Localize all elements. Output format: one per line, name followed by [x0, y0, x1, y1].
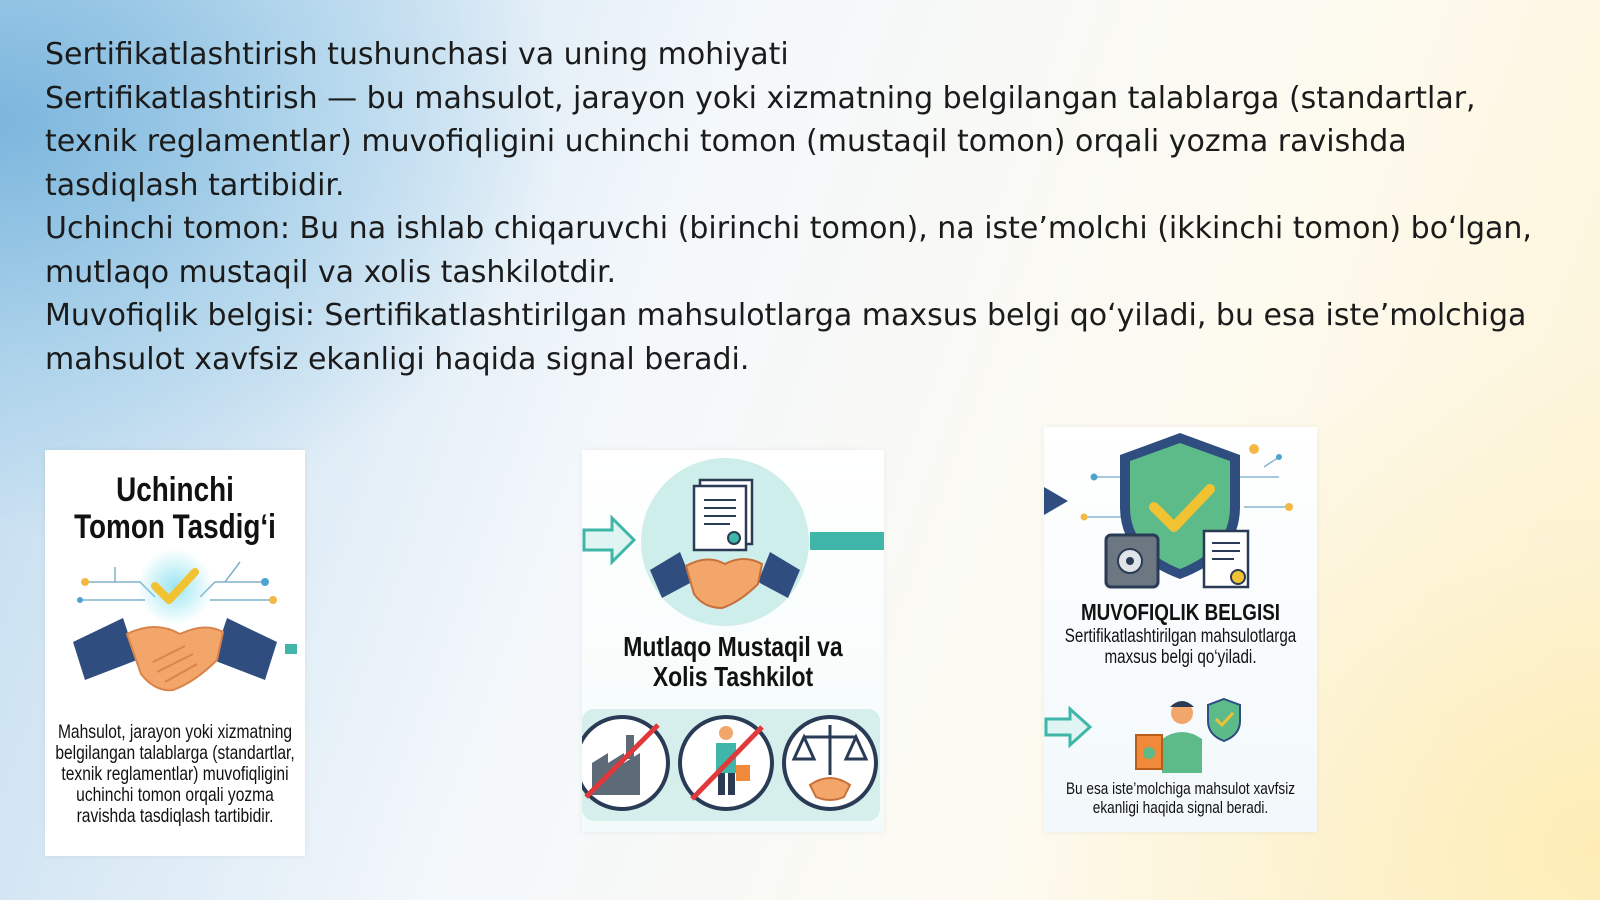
independent-illustration	[582, 450, 884, 630]
main-text	[45, 33, 1555, 381]
arrow-right-icon	[1044, 487, 1068, 515]
neither-party-illustration	[582, 705, 884, 827]
certificate-icon	[1204, 531, 1248, 587]
handshake-icon	[73, 618, 297, 690]
factory-icon	[582, 717, 668, 809]
happy-shopper-illustration	[1044, 695, 1317, 775]
section-heading: Sertifikatlashtirish tushunchasi va uning mohiyati	[45, 37, 789, 72]
card1-body: Mahsulot, jarayon yoki xizmatning belgilangan talablarga (standartlar, texnik reglamentlar) muvofiqligini uchinchi tomon orqali yozma ravishda tasdiqlash tartibidir.	[55, 721, 295, 827]
card2-title: Mutlaqo Mustaqil va Xolis Tashkilot	[623, 631, 843, 692]
shopper-icon	[1136, 701, 1202, 773]
scales-icon	[784, 717, 876, 809]
arrow-right-icon	[1046, 709, 1090, 745]
handshake-check-illustration	[45, 542, 305, 712]
independent-organization-card	[582, 450, 884, 832]
conformity-mark-card	[1044, 427, 1317, 832]
definition-paragraph: Sertifikatlashtirish — bu mahsulot, jarayon yoki xizmatning belgilangan talablarga (standartlar, texnik reglamentlar) muvofiqligini uchinchi tomon (mustaqil tomon) orqali yozma ravishda tasdiqlash tartibidir.	[45, 80, 1476, 203]
card1-title: Uchinchi Tomon Tasdig‘i	[74, 471, 276, 546]
document-stack-icon	[694, 480, 752, 550]
shopper-icon	[680, 717, 772, 809]
card3-footer: Bu esa iste’molchiga mahsulot xavfsiz ekanligi haqida signal beradi.	[1065, 779, 1296, 817]
third-party-approval-card	[45, 450, 305, 856]
card3-title: MUVOFIQLIK BELGISI	[1080, 599, 1281, 625]
card3-body: Sertifikatlashtirilgan mahsulotlarga maxsus belgi qo‘yiladi.	[1064, 626, 1297, 668]
safe-icon	[1106, 535, 1158, 587]
third-party-paragraph: Uchinchi tomon: Bu na ishlab chiqaruvchi (birinchi tomon), na iste’molchi (ikkinchi tomon) bo‘lgan, mutlaqo mustaqil va xolis tashkilotdir.	[45, 211, 1532, 290]
shield-check-icon	[1208, 699, 1240, 741]
shield-illustration	[1044, 427, 1317, 597]
conformity-mark-paragraph: Muvofiqlik belgisi: Sertifikatlashtirilgan mahsulotlarga maxsus belgi qo‘yiladi, bu esa iste’molchiga mahsulot xavfsiz ekanligi haqida signal beradi.	[45, 298, 1527, 377]
arrow-right-icon	[584, 518, 634, 562]
